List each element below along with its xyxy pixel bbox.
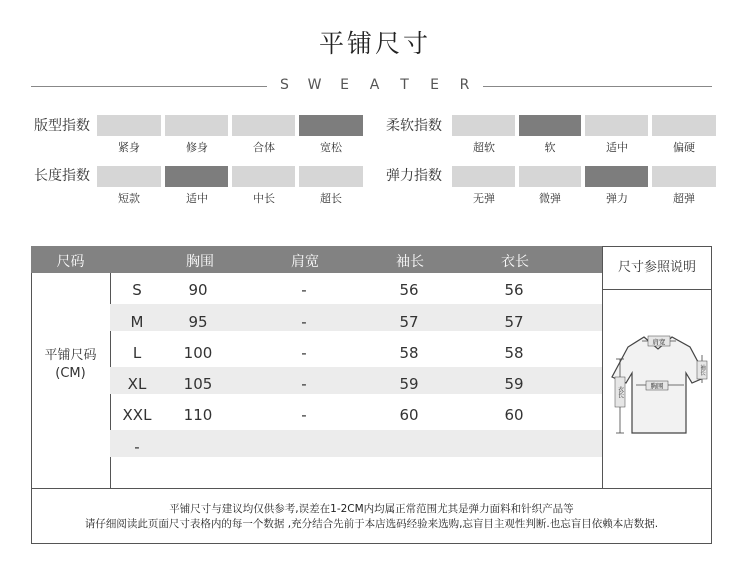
table-cell-shoulder: - bbox=[301, 313, 307, 331]
elasticity-option-label: 弹力 bbox=[606, 192, 628, 205]
elasticity-index-segment bbox=[585, 166, 648, 187]
size-reference-title: 尺寸参照说明 bbox=[603, 247, 711, 290]
elasticity-index-segment bbox=[519, 166, 581, 187]
table-cell-sleeve: 60 bbox=[399, 406, 419, 424]
elasticity-option-label: 无弹 bbox=[473, 192, 495, 205]
table-cell-shoulder: - bbox=[301, 344, 307, 362]
header-size: 尺码 bbox=[56, 254, 85, 270]
subtitle-letter: W bbox=[307, 77, 323, 93]
table-cell-shoulder: - bbox=[301, 406, 307, 424]
length-index-label: 长度指数 bbox=[34, 168, 90, 184]
header-sleeve: 袖长 bbox=[396, 254, 424, 270]
fit-option-label: 紧身 bbox=[118, 141, 140, 154]
subtitle-letter: E bbox=[340, 77, 350, 93]
side-label-unit: (CM) bbox=[55, 366, 86, 381]
elasticity-option-label: 微弹 bbox=[539, 192, 561, 205]
side-label: 平铺尺码 bbox=[44, 348, 97, 363]
table-cell-length: 57 bbox=[504, 313, 524, 331]
table-cell-length: 59 bbox=[504, 375, 524, 393]
page-title: 平铺尺寸 bbox=[318, 29, 431, 58]
subtitle-letter: T bbox=[400, 77, 410, 93]
sleeve-tag: 袖长 bbox=[699, 364, 705, 376]
softness-option-label: 偏硬 bbox=[673, 141, 695, 154]
table-cell-chest: 95 bbox=[188, 313, 208, 331]
header-chest: 胸围 bbox=[186, 254, 214, 270]
length-index-segment bbox=[232, 166, 295, 187]
fit-index-label: 版型指数 bbox=[34, 118, 90, 134]
table-divider bbox=[31, 488, 712, 489]
length-index-segment bbox=[165, 166, 228, 187]
table-cell-sleeve: 58 bbox=[399, 344, 419, 362]
length-option-label: 中长 bbox=[253, 192, 275, 205]
fit-option-label: 宽松 bbox=[320, 141, 342, 154]
table-cell-shoulder: - bbox=[301, 375, 307, 393]
table-cell-size: L bbox=[132, 344, 142, 362]
footer-note: 平铺尺寸与建议均仅供参考,误差在1-2CM内均属正常范围尤其是弹力面料和针织产品等 bbox=[169, 503, 574, 515]
table-cell-sleeve: 56 bbox=[399, 281, 419, 299]
chest-tag: 胸围 bbox=[650, 382, 664, 390]
divider-left bbox=[31, 86, 267, 87]
shoulder-tag: 肩宽 bbox=[652, 338, 666, 346]
length-option-label: 适中 bbox=[186, 192, 208, 205]
table-cell-size: - bbox=[134, 438, 140, 456]
header-length: 衣长 bbox=[501, 254, 529, 270]
length-index-segment bbox=[97, 166, 161, 187]
elasticity-index-segment bbox=[452, 166, 515, 187]
table-cell-length: 58 bbox=[504, 344, 524, 362]
subtitle-letter: R bbox=[459, 77, 471, 93]
subtitle-letter: A bbox=[369, 77, 381, 93]
fit-option-label: 修身 bbox=[186, 141, 208, 154]
softness-option-label: 软 bbox=[544, 141, 556, 154]
table-cell-chest: 100 bbox=[183, 344, 213, 362]
table-cell-size: M bbox=[130, 313, 144, 331]
subtitle-letter: S bbox=[280, 77, 290, 93]
table-cell-chest: 90 bbox=[188, 281, 208, 299]
softness-option-label: 超软 bbox=[473, 141, 495, 154]
softness-index-segment bbox=[519, 115, 581, 136]
elasticity-index-segment bbox=[652, 166, 716, 187]
subtitle-sweater bbox=[270, 77, 480, 93]
header-shoulder: 肩宽 bbox=[291, 254, 319, 270]
footer-note: 请仔细阅读此页面尺寸表格内的每一个数据 ,充分结合先前于本店选码经验来选购,忘盲目主观性判断.也忘盲目依赖本店数据. bbox=[84, 518, 659, 530]
table-cell-size: S bbox=[132, 281, 142, 299]
length-option-label: 短款 bbox=[118, 192, 140, 205]
table-cell-sleeve: 57 bbox=[399, 313, 419, 331]
softness-option-label: 适中 bbox=[606, 141, 628, 154]
softness-index-segment bbox=[585, 115, 648, 136]
elasticity-index-label: 弹力指数 bbox=[386, 168, 442, 184]
length-tag: 衣长 bbox=[616, 386, 624, 398]
shirt-diagram bbox=[606, 325, 710, 447]
table-cell-sleeve: 59 bbox=[399, 375, 419, 393]
fit-index-segment bbox=[232, 115, 295, 136]
fit-index-segment bbox=[299, 115, 363, 136]
softness-index-segment bbox=[452, 115, 515, 136]
table-cell-length: 60 bbox=[504, 406, 524, 424]
length-index-segment bbox=[299, 166, 363, 187]
row-band bbox=[110, 430, 602, 457]
table-cell-size: XL bbox=[127, 375, 147, 393]
fit-option-label: 合体 bbox=[253, 141, 275, 154]
softness-index-segment bbox=[652, 115, 716, 136]
fit-index-segment bbox=[165, 115, 228, 136]
elasticity-option-label: 超弹 bbox=[673, 192, 695, 205]
table-cell-shoulder: - bbox=[301, 281, 307, 299]
table-cell-length: 56 bbox=[504, 281, 524, 299]
length-option-label: 超长 bbox=[320, 192, 342, 205]
table-cell-chest: 105 bbox=[183, 375, 213, 393]
softness-index-label: 柔软指数 bbox=[386, 118, 442, 134]
table-cell-size: XXL bbox=[122, 406, 152, 424]
fit-index-segment bbox=[97, 115, 161, 136]
subtitle-letter: E bbox=[430, 77, 440, 93]
table-cell-chest: 110 bbox=[183, 406, 213, 424]
divider-right bbox=[483, 86, 712, 87]
